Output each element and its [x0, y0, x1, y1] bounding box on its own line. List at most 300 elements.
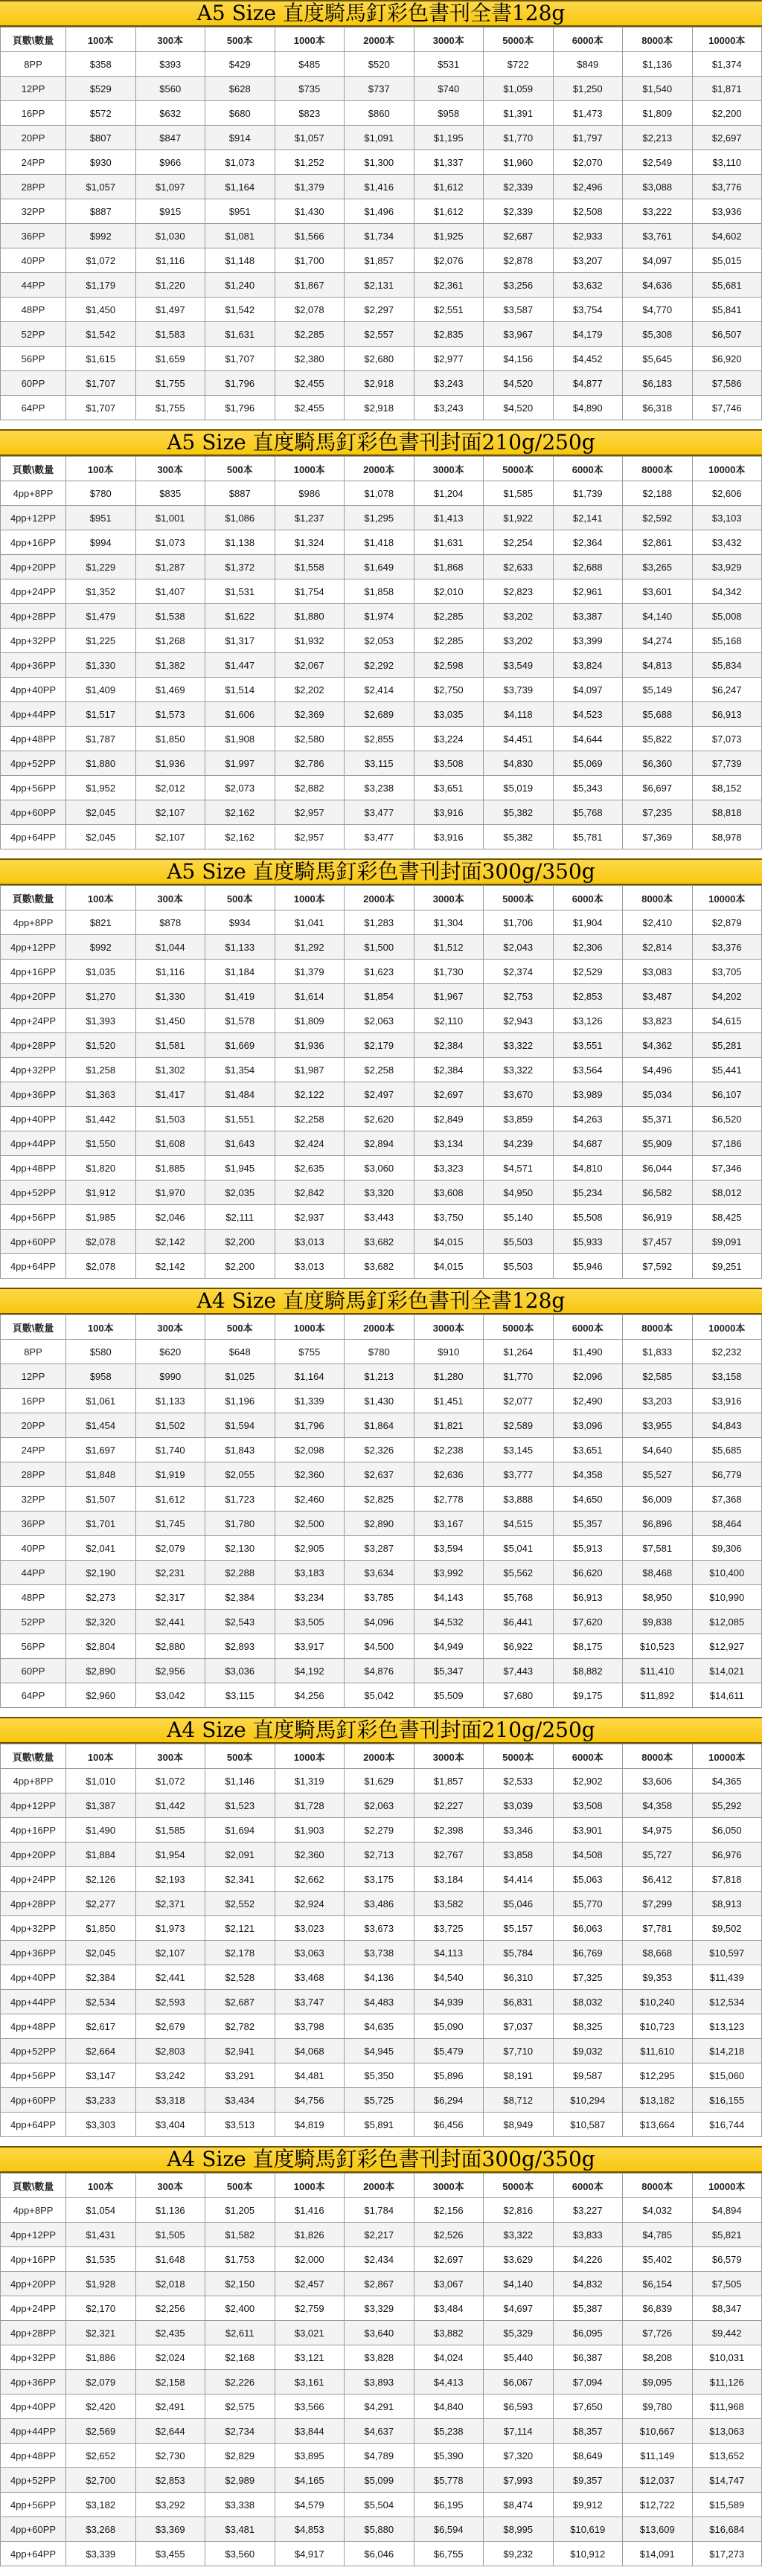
price-cell: $2,178 [205, 1941, 275, 1965]
price-cell: $3,989 [553, 1082, 623, 1107]
column-header-quantity: 100本 [66, 457, 136, 481]
price-cell: $8,949 [484, 2113, 554, 2137]
price-cell: $2,360 [275, 1843, 345, 1867]
price-cell: $628 [205, 77, 275, 101]
price-cell: $3,858 [484, 1843, 554, 1867]
pages-cell: 4pp+32PP [1, 629, 66, 653]
price-cell: $3,234 [275, 1585, 345, 1610]
column-header-quantity: 6000本 [553, 28, 623, 52]
price-cell: $1,205 [205, 2198, 275, 2223]
price-cell: $6,919 [623, 1205, 693, 1230]
price-cell: $3,477 [345, 825, 414, 849]
price-cell: $2,111 [205, 1205, 275, 1230]
price-cell: $3,670 [484, 1082, 554, 1107]
price-cell: $3,640 [345, 2321, 414, 2345]
price-cell: $2,200 [205, 1254, 275, 1279]
pages-cell: 4pp+16PP [1, 2247, 66, 2272]
price-cell: $1,073 [135, 530, 205, 555]
price-cell: $1,612 [414, 199, 484, 224]
table-row [1, 2468, 762, 2493]
price-cell: $2,902 [553, 1769, 623, 1793]
price-cell: $1,407 [135, 579, 205, 604]
table-row [1, 1867, 762, 1892]
price-cell: $1,551 [205, 1107, 275, 1131]
price-cell: $1,317 [205, 629, 275, 653]
price-cell: $1,520 [66, 1033, 136, 1058]
table-row [1, 1462, 762, 1487]
price-cell: $4,813 [623, 653, 693, 678]
price-cell: $4,832 [553, 2272, 623, 2296]
price-cell: $531 [414, 52, 484, 77]
price-cell: $1,264 [484, 1340, 554, 1364]
price-cell: $1,010 [66, 1769, 136, 1793]
column-header-pages-quantity: 頁數\數量 [1, 2174, 66, 2198]
price-cell: $2,232 [692, 1340, 762, 1364]
price-cell: $4,650 [553, 1487, 623, 1512]
price-cell: $3,147 [66, 2063, 136, 2088]
pages-cell: 56PP [1, 347, 66, 371]
column-header-quantity: 500本 [205, 1744, 275, 1769]
price-cell: $2,073 [205, 776, 275, 800]
price-cell: $2,131 [345, 273, 414, 298]
price-cell: $2,188 [623, 481, 693, 506]
price-cell: $8,978 [692, 825, 762, 849]
price-cell: $4,945 [345, 2039, 414, 2063]
price-cell: $1,416 [275, 2198, 345, 2223]
table-row [1, 960, 762, 984]
price-cell: $2,400 [205, 2296, 275, 2321]
price-cell: $5,479 [414, 2039, 484, 2063]
price-cell: $9,587 [553, 2063, 623, 2088]
price-section [0, 2146, 762, 2566]
price-cell: $2,107 [135, 1941, 205, 1965]
price-cell: $2,285 [414, 629, 484, 653]
price-cell: $3,508 [553, 1793, 623, 1818]
price-cell: $740 [414, 77, 484, 101]
price-cell: $1,059 [484, 77, 554, 101]
price-cell: $3,287 [345, 1536, 414, 1561]
price-cell: $1,280 [414, 1364, 484, 1389]
price-cell: $2,277 [66, 1892, 136, 1916]
column-header-quantity: 10000本 [692, 2174, 762, 2198]
price-cell: $9,502 [692, 1916, 762, 1941]
price-cell: $1,858 [345, 579, 414, 604]
price-cell: $4,785 [623, 2223, 693, 2247]
price-cell: $6,456 [414, 2113, 484, 2137]
price-cell: $3,929 [692, 555, 762, 579]
price-cell: $3,750 [414, 1205, 484, 1230]
table-row [1, 396, 762, 420]
price-cell: $2,880 [135, 1634, 205, 1659]
section-title: A5 Size 直度騎馬釘彩色書刊封面300g/350g [0, 858, 762, 885]
price-cell: $5,238 [414, 2419, 484, 2444]
price-cell: $529 [66, 77, 136, 101]
price-cell: $2,121 [205, 1916, 275, 1941]
table-row [1, 1438, 762, 1462]
price-cell: $3,844 [275, 2419, 345, 2444]
price-cell: $2,816 [484, 2198, 554, 2223]
price-cell: $1,184 [205, 960, 275, 984]
price-cell: $8,474 [484, 2493, 554, 2517]
table-header-row [1, 886, 762, 910]
price-cell: $5,140 [484, 1205, 554, 1230]
price-cell: $9,232 [484, 2542, 554, 2566]
pages-cell: 4pp+60PP [1, 1230, 66, 1254]
price-cell: $2,190 [66, 1561, 136, 1585]
price-cell: $5,727 [623, 1843, 693, 1867]
price-cell: $3,243 [414, 396, 484, 420]
column-header-quantity: 1000本 [275, 886, 345, 910]
price-cell: $8,913 [692, 1892, 762, 1916]
price-cell: $7,325 [553, 1965, 623, 1990]
price-cell: $2,063 [345, 1793, 414, 1818]
pages-cell: 20PP [1, 126, 66, 150]
price-cell: $4,140 [623, 604, 693, 629]
pages-cell: 4pp+28PP [1, 1033, 66, 1058]
price-cell: $3,242 [135, 2063, 205, 2088]
price-cell: $3,434 [205, 2088, 275, 2113]
price-table [0, 1314, 762, 1708]
price-cell: $1,225 [66, 629, 136, 653]
column-header-quantity: 300本 [135, 886, 205, 910]
price-cell: $4,644 [553, 727, 623, 751]
column-header-quantity: 5000本 [484, 1315, 554, 1340]
column-header-quantity: 500本 [205, 2174, 275, 2198]
table-row [1, 1793, 762, 1818]
price-cell: $1,078 [345, 481, 414, 506]
price-cell: $1,258 [66, 1058, 136, 1082]
price-cell: $1,287 [135, 555, 205, 579]
price-cell: $2,890 [345, 1512, 414, 1536]
table-row [1, 1131, 762, 1156]
column-header-quantity: 6000本 [553, 2174, 623, 2198]
pages-cell: 4pp+40PP [1, 1107, 66, 1131]
pages-cell: 8PP [1, 1340, 66, 1364]
price-cell: $821 [66, 910, 136, 935]
price-cell: $4,917 [275, 2542, 345, 2566]
column-header-quantity: 10000本 [692, 28, 762, 52]
price-cell: $2,893 [205, 1634, 275, 1659]
price-cell: $5,841 [692, 298, 762, 322]
price-cell: $8,012 [692, 1181, 762, 1205]
price-cell: $1,116 [135, 960, 205, 984]
price-cell: $1,382 [135, 653, 205, 678]
price-cell: $1,730 [414, 960, 484, 984]
price-cell: $2,079 [66, 2370, 136, 2394]
pages-cell: 4pp+52PP [1, 1181, 66, 1205]
price-cell: $11,892 [623, 1683, 693, 1708]
pages-cell: 4pp+44PP [1, 2419, 66, 2444]
price-cell: $3,916 [692, 1389, 762, 1413]
price-cell: $2,361 [414, 273, 484, 298]
price-cell: $8,191 [484, 2063, 554, 2088]
price-cell: $3,013 [275, 1254, 345, 1279]
price-cell: $8,950 [623, 1585, 693, 1610]
column-header-quantity: 6000本 [553, 886, 623, 910]
column-header-quantity: 10000本 [692, 1315, 762, 1340]
price-cell: $722 [484, 52, 554, 77]
price-cell: $1,932 [275, 629, 345, 653]
price-cell: $14,747 [692, 2468, 762, 2493]
table-row [1, 530, 762, 555]
pages-cell: 16PP [1, 101, 66, 126]
price-cell: $2,424 [275, 1131, 345, 1156]
pages-cell: 4pp+60PP [1, 800, 66, 825]
price-section [0, 1288, 762, 1708]
price-cell: $2,200 [205, 1230, 275, 1254]
price-cell: $2,126 [66, 1867, 136, 1892]
price-cell: $4,843 [692, 1413, 762, 1438]
price-cell: $3,322 [484, 2223, 554, 2247]
price-cell: $3,564 [553, 1058, 623, 1082]
price-cell: $2,662 [275, 1867, 345, 1892]
price-cell: $2,414 [345, 678, 414, 702]
price-cell: $1,413 [414, 506, 484, 530]
price-cell: $2,078 [275, 298, 345, 322]
price-cell: $648 [205, 1340, 275, 1364]
price-cell: $849 [553, 52, 623, 77]
price-cell: $1,755 [135, 396, 205, 420]
price-cell: $951 [205, 199, 275, 224]
price-cell: $15,589 [692, 2493, 762, 2517]
price-cell: $2,441 [135, 1610, 205, 1634]
price-cell: $11,410 [623, 1659, 693, 1683]
price-cell: $6,896 [623, 1512, 693, 1536]
price-cell: $2,142 [135, 1230, 205, 1254]
price-cell: $1,936 [135, 751, 205, 776]
price-cell: $5,503 [484, 1230, 554, 1254]
table-row [1, 2542, 762, 2566]
price-cell: $5,784 [484, 1941, 554, 1965]
table-row [1, 77, 762, 101]
pages-cell: 28PP [1, 175, 66, 199]
price-cell: $1,061 [66, 1389, 136, 1413]
price-cell: $3,673 [345, 1916, 414, 1941]
price-cell: $2,697 [414, 2247, 484, 2272]
table-row [1, 702, 762, 727]
price-cell: $1,925 [414, 224, 484, 248]
price-cell: $2,890 [66, 1659, 136, 1683]
price-cell: $3,096 [553, 1413, 623, 1438]
price-cell: $1,659 [135, 347, 205, 371]
price-cell: $3,505 [275, 1610, 345, 1634]
price-cell: $5,508 [553, 1205, 623, 1230]
price-cell: $1,379 [275, 175, 345, 199]
price-cell: $3,323 [414, 1156, 484, 1181]
table-row [1, 1634, 762, 1659]
price-cell: $1,442 [135, 1793, 205, 1818]
price-cell: $915 [135, 199, 205, 224]
pages-cell: 40PP [1, 248, 66, 273]
price-cell: $1,490 [66, 1818, 136, 1843]
pages-cell: 4pp+64PP [1, 825, 66, 849]
price-cell: $5,781 [553, 825, 623, 849]
price-cell: $6,593 [484, 2394, 554, 2419]
price-cell: $1,496 [345, 199, 414, 224]
price-cell: $986 [275, 481, 345, 506]
price-section [0, 858, 762, 1279]
price-cell: $958 [66, 1364, 136, 1389]
price-cell: $3,115 [205, 1683, 275, 1708]
price-cell: $1,796 [275, 1413, 345, 1438]
price-cell: $3,484 [414, 2296, 484, 2321]
price-cell: $2,842 [275, 1181, 345, 1205]
price-cell: $3,182 [66, 2493, 136, 2517]
price-cell: $8,357 [553, 2419, 623, 2444]
price-cell: $2,369 [275, 702, 345, 727]
pages-cell: 4pp+36PP [1, 2370, 66, 2394]
price-cell: $2,320 [66, 1610, 136, 1634]
price-cell: $1,454 [66, 1413, 136, 1438]
price-cell: $1,073 [205, 150, 275, 175]
price-cell: $1,374 [692, 52, 762, 77]
price-cell: $1,302 [135, 1058, 205, 1082]
price-cell: $2,825 [345, 1487, 414, 1512]
price-cell: $3,103 [692, 506, 762, 530]
pages-cell: 4pp+20PP [1, 1843, 66, 1867]
price-cell: $4,637 [345, 2419, 414, 2444]
column-header-quantity: 2000本 [345, 1744, 414, 1769]
pages-cell: 44PP [1, 273, 66, 298]
price-cell: $12,295 [623, 2063, 693, 2088]
price-cell: $4,697 [484, 2296, 554, 2321]
price-cell: $1,850 [66, 1916, 136, 1941]
price-cell: $1,754 [275, 579, 345, 604]
price-cell: $14,021 [692, 1659, 762, 1683]
price-cell: $2,063 [345, 1009, 414, 1033]
price-cell: $520 [345, 52, 414, 77]
price-cell: $1,270 [66, 984, 136, 1009]
price-cell: $4,687 [553, 1131, 623, 1156]
price-cell: $6,067 [484, 2370, 554, 2394]
price-cell: $2,759 [275, 2296, 345, 2321]
table-row [1, 2198, 762, 2223]
price-cell: $2,652 [66, 2444, 136, 2468]
price-cell: $6,387 [553, 2345, 623, 2370]
table-row [1, 629, 762, 653]
column-header-quantity: 3000本 [414, 1744, 484, 1769]
price-cell: $1,755 [135, 371, 205, 396]
price-cell: $2,786 [275, 751, 345, 776]
price-cell: $1,196 [205, 1389, 275, 1413]
pages-cell: 4pp+48PP [1, 2444, 66, 2468]
price-cell: $8,152 [692, 776, 762, 800]
price-cell: $6,050 [692, 1818, 762, 1843]
price-cell: $4,756 [275, 2088, 345, 2113]
price-cell: $5,725 [345, 2088, 414, 2113]
price-cell: $3,486 [345, 1892, 414, 1916]
price-cell: $1,864 [345, 1413, 414, 1438]
column-header-quantity: 500本 [205, 28, 275, 52]
table-row [1, 2272, 762, 2296]
price-cell: $4,414 [484, 1867, 554, 1892]
price-cell: $2,957 [275, 800, 345, 825]
price-cell: $429 [205, 52, 275, 77]
price-cell: $1,337 [414, 150, 484, 175]
price-cell: $2,341 [205, 1867, 275, 1892]
price-cell: $1,622 [205, 604, 275, 629]
price-cell: $2,508 [553, 199, 623, 224]
price-cell: $7,650 [553, 2394, 623, 2419]
price-cell: $2,457 [275, 2272, 345, 2296]
price-cell: $2,384 [414, 1033, 484, 1058]
column-header-quantity: 300本 [135, 2174, 205, 2198]
price-cell: $13,063 [692, 2419, 762, 2444]
price-cell: $2,339 [484, 199, 554, 224]
price-cell: $5,768 [553, 800, 623, 825]
price-cell: $1,631 [414, 530, 484, 555]
table-row [1, 2493, 762, 2517]
price-cell: $1,442 [66, 1107, 136, 1131]
price-cell: $2,202 [275, 678, 345, 702]
price-cell: $12,037 [623, 2468, 693, 2493]
price-cell: $2,285 [275, 322, 345, 347]
price-cell: $7,620 [553, 1610, 623, 1634]
table-row [1, 1941, 762, 1965]
table-row [1, 2321, 762, 2345]
price-cell: $1,041 [275, 910, 345, 935]
price-cell: $2,549 [623, 150, 693, 175]
price-cell: $2,292 [345, 653, 414, 678]
pages-cell: 56PP [1, 1634, 66, 1659]
price-cell: $7,094 [553, 2370, 623, 2394]
pages-cell: 4pp+64PP [1, 2542, 66, 2566]
price-cell: $2,829 [205, 2444, 275, 2468]
column-header-quantity: 100本 [66, 1744, 136, 1769]
price-cell: $9,780 [623, 2394, 693, 2419]
price-cell: $632 [135, 101, 205, 126]
price-cell: $3,318 [135, 2088, 205, 2113]
price-cell: $1,903 [275, 1818, 345, 1843]
price-cell: $1,820 [66, 1156, 136, 1181]
column-header-quantity: 300本 [135, 457, 205, 481]
price-cell: $5,157 [484, 1916, 554, 1941]
price-cell: $1,363 [66, 1082, 136, 1107]
price-cell: $1,339 [275, 1389, 345, 1413]
pages-cell: 4pp+16PP [1, 960, 66, 984]
price-cell: $3,268 [66, 2517, 136, 2542]
price-cell: $2,637 [345, 1462, 414, 1487]
pages-cell: 4pp+36PP [1, 1941, 66, 1965]
column-header-quantity: 8000本 [623, 2174, 693, 2198]
price-cell: $1,057 [66, 175, 136, 199]
price-cell: $1,391 [484, 101, 554, 126]
price-cell: $1,867 [275, 273, 345, 298]
price-cell: $3,126 [553, 1009, 623, 1033]
table-row [1, 2223, 762, 2247]
pages-cell: 4pp+60PP [1, 2517, 66, 2542]
table-row [1, 1512, 762, 1536]
price-cell: $735 [275, 77, 345, 101]
price-cell: $1,204 [414, 481, 484, 506]
price-cell: $1,669 [205, 1033, 275, 1058]
table-header-row [1, 2174, 762, 2198]
price-cell: $3,481 [205, 2517, 275, 2542]
price-cell: $2,045 [66, 1941, 136, 1965]
price-cell: $2,045 [66, 825, 136, 849]
price-cell: $755 [275, 1340, 345, 1364]
price-cell: $6,831 [484, 1990, 554, 2014]
price-cell: $1,393 [66, 1009, 136, 1033]
price-cell: $1,195 [414, 126, 484, 150]
price-cell: $4,143 [414, 1585, 484, 1610]
price-cell: $1,164 [205, 175, 275, 199]
price-cell: $11,439 [692, 1965, 762, 1990]
price-cell: $2,918 [345, 396, 414, 420]
price-cell: $1,146 [205, 1769, 275, 1793]
section-title: A4 Size 直度騎馬釘彩色書刊全書128g [0, 1288, 762, 1314]
price-cell: $3,161 [275, 2370, 345, 2394]
